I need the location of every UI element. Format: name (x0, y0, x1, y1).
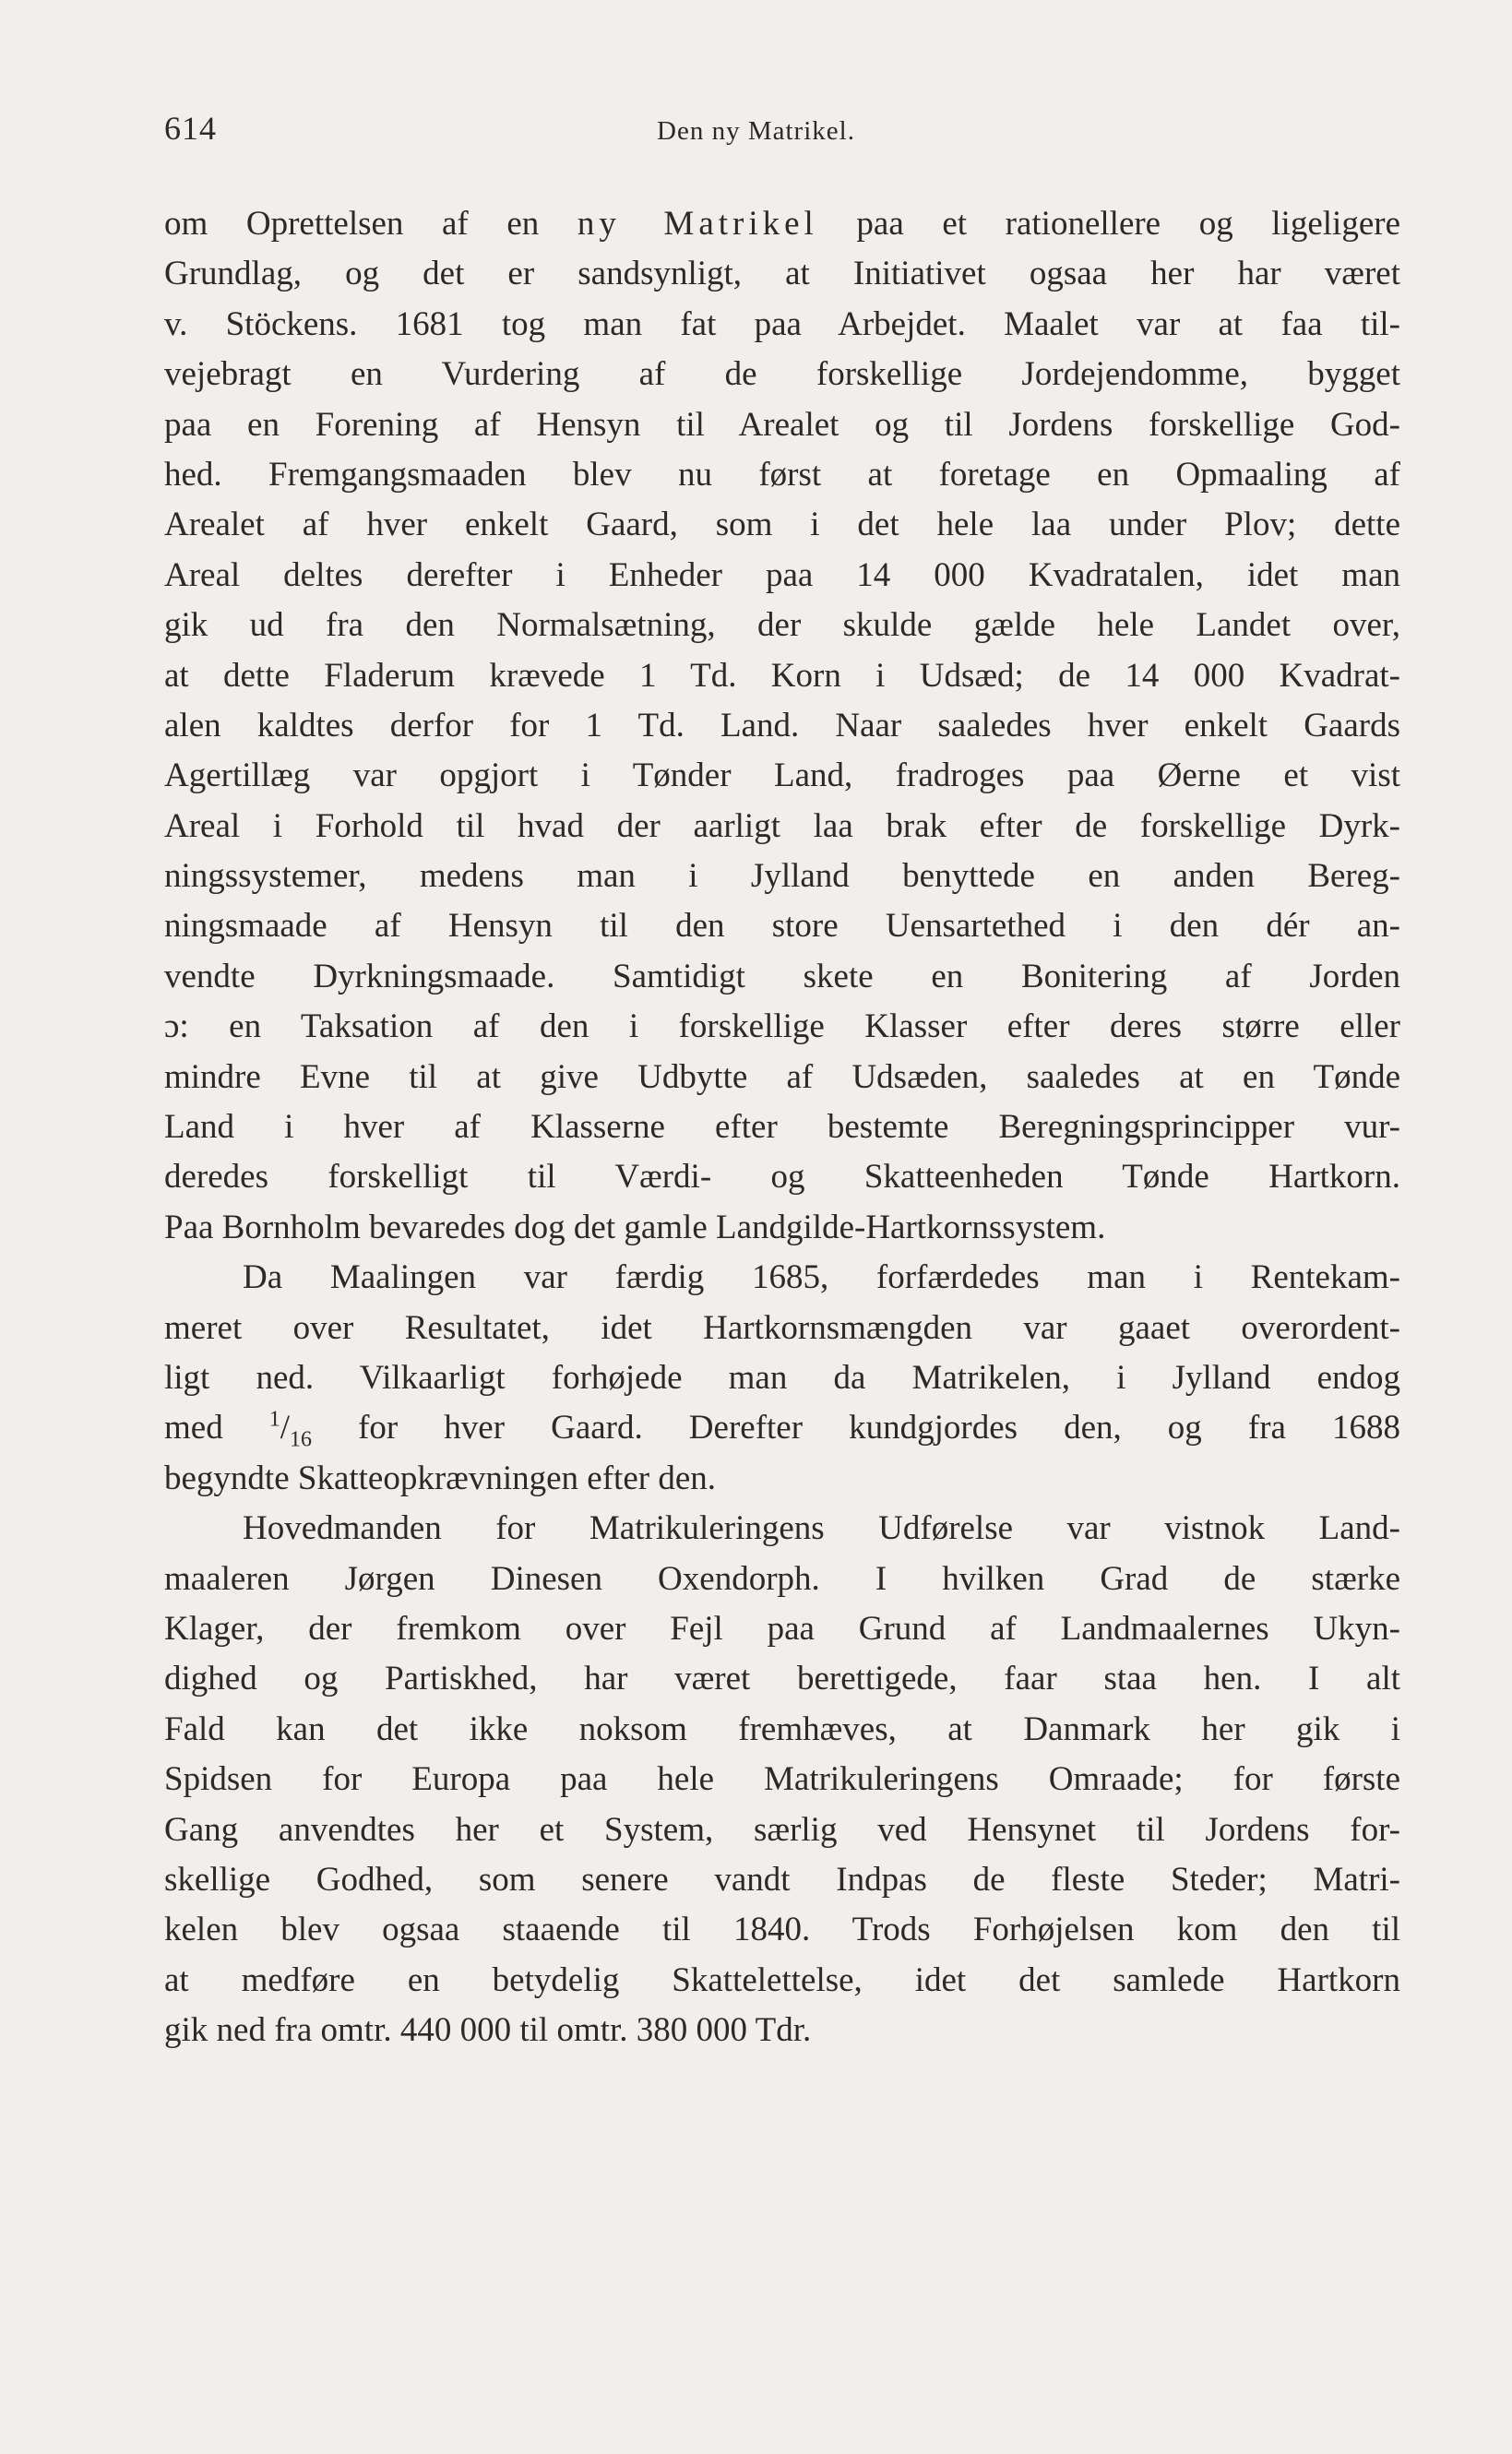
text-line: maaleren Jørgen Dinesen Oxendorph. I hvilken Grad de stærke (164, 1559, 1400, 1598)
text-line: at dette Fladerum krævede 1 Td. Korn i Udsæd; de 14 000 Kvadrat- (164, 656, 1400, 695)
text-line: Land i hver af Klasserne efter bestemte Beregningsprincipper vur- (164, 1108, 1400, 1147)
text-line: mindre Evne til at give Udbytte af Udsæden, saaledes at en Tønde (164, 1057, 1400, 1096)
text-line: hed. Fremgangsmaaden blev nu først at foretage en Opmaaling af (164, 455, 1400, 494)
text-line: skellige Godhed, som senere vandt Indpas de fleste Steder; Matri- (164, 1860, 1400, 1899)
fraction-slash: / (280, 1409, 291, 1447)
text-line: Fald kan det ikke noksom fremhæves, at Danmark her gik i (164, 1709, 1400, 1748)
text-line: v. Stöckens. 1681 tog man fat paa Arbejdet. Maalet var at faa til- (164, 304, 1400, 343)
text-line: Areal deltes derefter i Enheder paa 14 000 Kvadratalen, idet man (164, 555, 1400, 594)
text-line: ningsmaade af Hensyn til den store Uensartethed i den dér an- (164, 907, 1400, 946)
spaced-emphasis: ny Matrikel (577, 205, 818, 243)
text-line: gik ud fra den Normalsætning, der skulde gælde hele Landet over, (164, 606, 1400, 645)
text-line: dighed og Partiskhed, har været berettigede, faar staa hen. I alt (164, 1660, 1400, 1698)
text-line: deredes forskelligt til Værdi- og Skatteenheden Tønde Hartkorn. (164, 1158, 1400, 1197)
text-span: paa et rationellere og ligeligere (817, 205, 1400, 243)
text-line: paa en Forening af Hensyn til Arealet og til Jordens forskellige God- (164, 405, 1400, 444)
body-text (164, 199, 1400, 2055)
text-span: om Oprettelsen af en (164, 205, 577, 243)
text-line: ligt ned. Vilkaarligt forhøjede man da Matrikelen, i Jylland endog (164, 1358, 1400, 1397)
text-line: Paa Bornholm bevaredes dog det gamle Landgilde-Hartkornssystem. (164, 1208, 1106, 1246)
text-line: begyndte Skatteopkrævningen efter den. (164, 1459, 716, 1497)
text-line: kelen blev ogsaa staaende til 1840. Trods Forhøjelsen kom den til (164, 1911, 1400, 1949)
text-line: Klager, der fremkom over Fejl paa Grund af Landmaalernes Ukyn- (164, 1609, 1400, 1648)
text-line (164, 1403, 1400, 1453)
text-line: vejebragt en Vurdering af de forskellige Jordejendomme, bygget (164, 355, 1400, 394)
text-line: Gang anvendtes her et System, særlig ved Hensynet til Jordens for- (164, 1810, 1400, 1849)
text-line: vendte Dyrkningsmaade. Samtidigt skete en Bonitering af Jorden (164, 957, 1400, 995)
running-title: Den ny Matrikel. (657, 116, 855, 146)
text-line: ɔ: en Taksation af den i forskellige Klasser efter deres større eller (164, 1007, 1400, 1046)
text-line: Da Maalingen var færdig 1685, forfærdedes man i Rentekam- (243, 1258, 1400, 1297)
text-line: gik ned fra omtr. 440 000 til omtr. 380 000 Tdr. (164, 2011, 812, 2050)
text-line: Areal i Forhold til hvad der aarligt laa brak efter de forskellige Dyrk- (164, 806, 1400, 845)
text-line: ningssystemer, medens man i Jylland benyttede en anden Bereg- (164, 857, 1400, 896)
text-span: for hver Gaard. Derefter kundgjordes den, og fra 1688 (312, 1409, 1400, 1447)
page-number: 614 (164, 110, 217, 147)
fraction-denominator: 16 (290, 1427, 313, 1452)
text-line: Grundlag, og det er sandsynligt, at Initiativet ogsaa her har været (164, 255, 1400, 293)
text-line (164, 199, 1400, 249)
text-line: meret over Resultatet, idet Hartkornsmængden var gaaet overordent- (164, 1308, 1400, 1347)
text-line: alen kaldtes derfor for 1 Td. Land. Naar saaledes hver enkelt Gaards (164, 706, 1400, 745)
text-line: Hovedmanden for Matrikuleringens Udførelse var vistnok Land- (243, 1509, 1400, 1548)
text-line: at medføre en betydelig Skattelettelse, idet det samlede Hartkorn (164, 1960, 1400, 1999)
text-line: Agertillæg var opgjort i Tønder Land, fradroges paa Øerne et vist (164, 756, 1400, 795)
fraction-numerator: 1 (268, 1408, 280, 1433)
text-line: Arealet af hver enkelt Gaard, som i det hele laa under Plov; dette (164, 506, 1400, 544)
text-line: Spidsen for Europa paa hele Matrikuleringens Omraade; for første (164, 1760, 1400, 1799)
text-span: med (164, 1409, 269, 1447)
